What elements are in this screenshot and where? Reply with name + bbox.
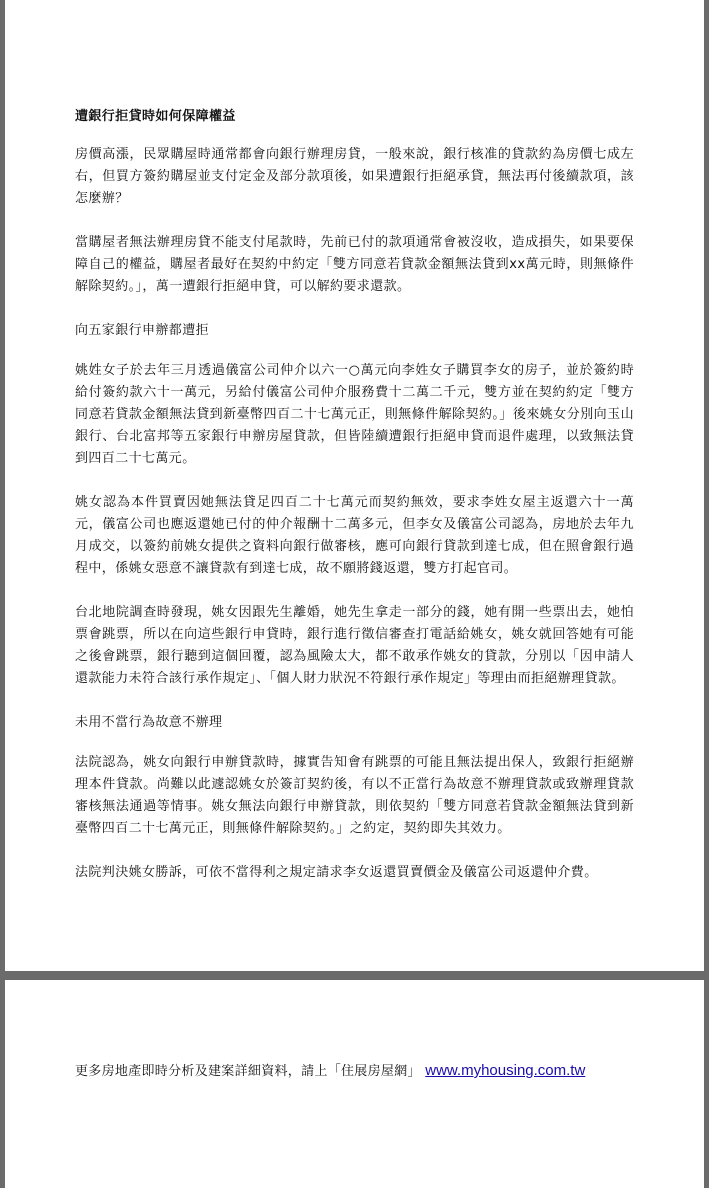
section-heading-no-misconduct: 未用不當行為故意不辦理 [75, 715, 223, 730]
paragraph-dispute: 姚女認為本件買賣因她無法貸足四百二十七萬元而契約無效，要求李姓女屋主返還六十一萬元，儀富公司也應返還她已付的仲介報酬十二萬多元，但李女及儀富公司認為，房地於去年九月成交，以簽約前姚女提供之資料向銀行做審核，應可向銀行貸款到達七成，但在照會銀行過程中，係姚女惡意不讓貸款有到達七成，故不願將錢返還，雙方打起官司。 [75, 495, 634, 576]
footer-text: 更多房地產即時分析及建案詳細資料，請上「住展房屋網」 [75, 1064, 421, 1079]
paragraph-court-opinion: 法院認為，姚女向銀行申辦貸款時，據實告知會有跳票的可能且無法提出保人，致銀行拒絕辦理本件貸款。尚難以此遽認姚女於簽訂契約後，有以不正當行為故意不辦理貸款或致辦理貸款審核無法通過等情事。姚女無法向銀行申辦貸款，則依契約「雙方同意若貸款金額無法貸到新臺幣四百二十七萬元正，則無條件解除契約。」之約定，契約即失其效力。 [75, 755, 634, 836]
document-page-2 [5, 980, 704, 1188]
paragraph-intro: 房價高漲，民眾購屋時通常都會向銀行辦理房貸，一般來說，銀行核准的貸款約為房價七成左右，但買方簽約購屋並支付定金及部分款項後，如果遭銀行拒絕承貸，無法再付後續款項，該怎麼辦？ [75, 147, 634, 206]
paragraph-case-background: 姚姓女子於去年三月透過儀富公司仲介以六一○萬元向李姓女子購買李女的房子，並於簽約時給付簽約款六十一萬元，另給付儀富公司仲介服務費十二萬二千元，雙方並在契約約定「雙方同意若貸款金額無法貸到新臺幣四百二十七萬元正，則無條件解除契約。」後來姚女分別向玉山銀行、台北富邦等五家銀行申辦房屋貸款，但皆陸續遭銀行拒絕申貸而退件處理，以致無法貸到四百二十七萬元。 [75, 363, 634, 466]
document-page-1 [5, 0, 704, 971]
website-link[interactable]: www.myhousing.com.tw [425, 1062, 586, 1079]
paragraph-advice: 當購屋者無法辦理房貸不能支付尾款時，先前已付的款項通常會被沒收，造成損失，如果要保障自己的權益，購屋者最好在契約中約定「雙方同意若貸款金額無法貸到xx萬元時，則無條件解除契約。」，萬一遭銀行拒絕申貸，可以解約要求還款。 [75, 235, 634, 294]
section-heading-rejected: 向五家銀行申辦都遭拒 [75, 323, 210, 338]
paragraph-verdict: 法院判決姚女勝訴，可依不當得利之規定請求李女返還買賣價金及儀富公司返還仲介費。 [75, 865, 598, 880]
footer-note [75, 1060, 634, 1083]
paragraph-court-investigation: 台北地院調查時發現，姚女因跟先生離婚，她先生拿走一部分的錢，她有開一些票出去，她怕票會跳票，所以在向這些銀行申貸時，銀行進行徵信審查打電話給姚女，姚女就回答她有可能之後會跳票，銀行聽到這個回覆，認為風險太大，都不敢承作姚女的貸款，分別以「因申請人還款能力未符合該行承作規定」、「個人財力狀況不符銀行承作規定」等理由而拒絕辦理貸款。 [75, 605, 634, 686]
article-title: 遭銀行拒貸時如何保障權益 [75, 109, 236, 124]
